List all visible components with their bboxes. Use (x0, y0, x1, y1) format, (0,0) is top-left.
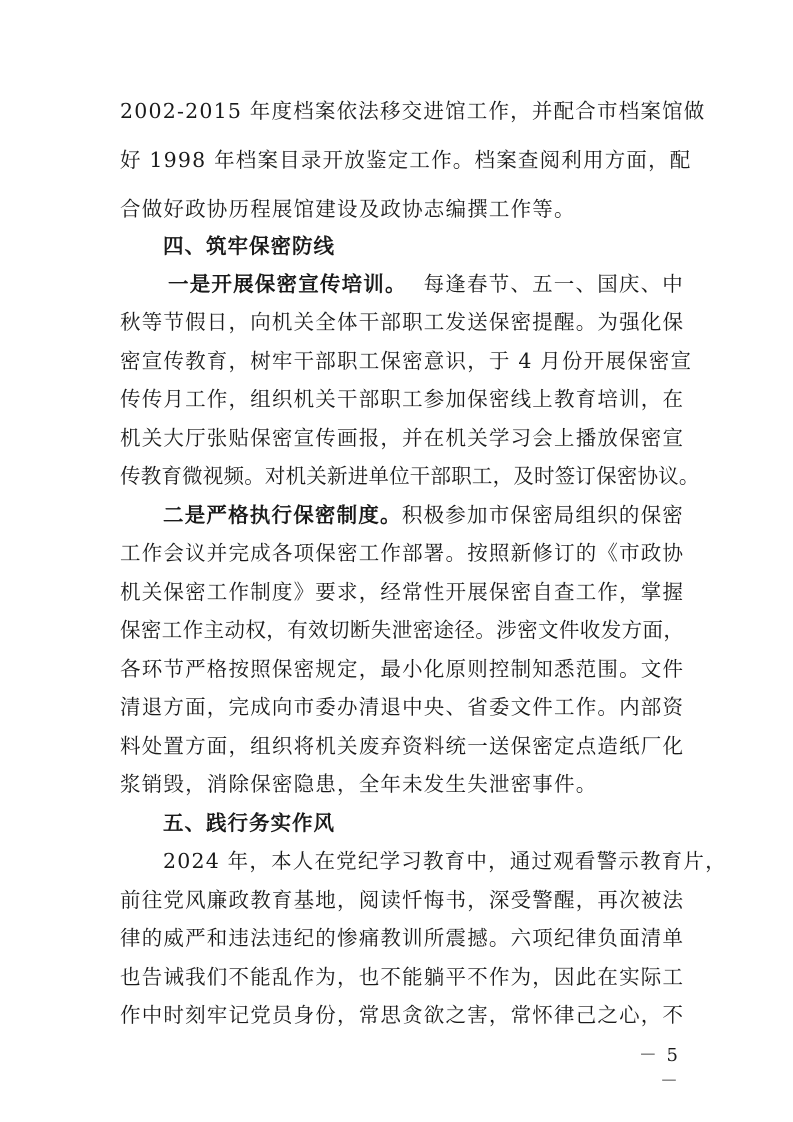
lead-phrase: 二是严格执行保密制度。 (163, 503, 402, 527)
paragraph-line: 密宣传教育，树牢干部职工保密意识，于 4 月份开展保密宣 (120, 349, 693, 373)
paragraph-line: 2024 年，本人在党纪学习教育中，通过观看警示教育片， (163, 849, 727, 873)
paragraph-line: 机关保密工作制度》要求，经常性开展保密自查工作，掌握 (120, 580, 685, 604)
page-number: － 5 － (638, 1045, 680, 1092)
paragraph-line: 料处置方面，组织将机关废弃资料统一送保密定点造纸厂化 (120, 734, 685, 758)
paragraph-line: 各环节严格按照保密规定，最小化原则控制知悉范围。文件 (120, 657, 685, 681)
paragraph-line: 秋等节假日，向机关全体干部职工发送保密提醒。为强化保 (120, 310, 685, 334)
paragraph-line: 工作会议并完成各项保密工作部署。按照新修订的《市政协 (120, 541, 685, 565)
paragraph-line: 2002-2015 年度档案依法移交进馆工作，并配合市档案馆做 (120, 99, 706, 123)
section-heading: 四、筑牢保密防线 (163, 234, 335, 258)
lead-phrase: 一是开展保密宣传培训。 (168, 272, 407, 296)
paragraph-line: 清退方面，完成向市委办清退中央、省委文件工作。内部资 (120, 695, 685, 719)
paragraph-line: 前往党风廉政教育基地，阅读忏悔书，深受警醒，再次被法 (120, 888, 685, 912)
paragraph-line: 传教育微视频。对机关新进单位干部职工，及时签订保密协议。 (120, 464, 700, 488)
paragraph-line: 浆销毁，消除保密隐患，全年未发生失泄密事件。 (120, 772, 598, 796)
paragraph-line: 保密工作主动权，有效切断失泄密途径。涉密文件收发方面， (120, 618, 685, 642)
paragraph-line: 也告诫我们不能乱作为，也不能躺平不作为，因此在实际工 (120, 965, 685, 989)
paragraph-line: 机关大厅张贴保密宣传画报，并在机关学习会上播放保密宣 (120, 426, 685, 450)
line-text: 积极参加市保密局组织的保密 (401, 503, 684, 527)
paragraph-line: 律的威严和违法违纪的惨痛教训所震撼。六项纪律负面清单 (120, 926, 685, 950)
paragraph-line (168, 270, 684, 298)
paragraph-line (163, 501, 684, 529)
paragraph-line: 合做好政协历程展馆建设及政协志编撰工作等。 (120, 197, 576, 221)
paragraph-line: 传传月工作，组织机关干部职工参加保密线上教育培训，在 (120, 387, 685, 411)
line-text: 每逢春节、五一、国庆、中 (423, 272, 684, 296)
paragraph-line: 作中时刻牢记党员身份，常思贪欲之害，常怀律己之心，不 (120, 1003, 685, 1027)
paragraph-line: 好 1998 年档案目录开放鉴定工作。档案查阅利用方面，配 (120, 148, 692, 172)
section-heading: 五、践行务实作风 (163, 811, 335, 835)
